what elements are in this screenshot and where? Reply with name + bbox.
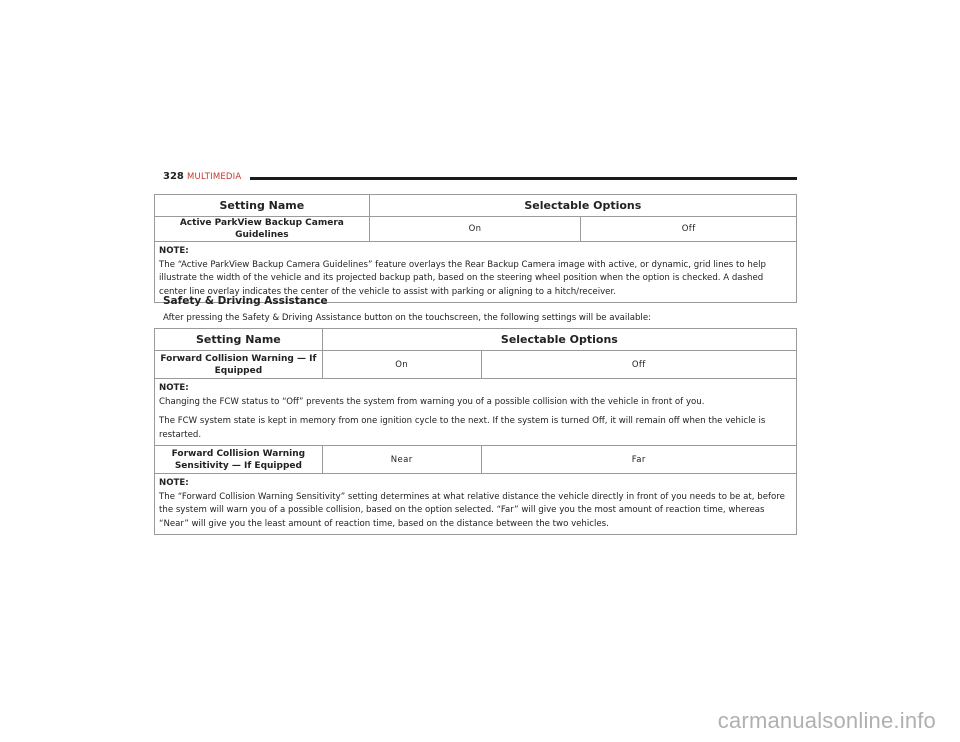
option-on: On <box>369 217 581 242</box>
section-name: MULTIMEDIA <box>187 172 242 182</box>
page-header <box>163 171 797 185</box>
watermark: carmanualsonline.info <box>717 708 936 733</box>
setting-name-header: Setting Name <box>155 329 323 351</box>
table-row <box>155 351 797 379</box>
setting-name: Forward Collision Warning Sensitivity — If Equipped <box>155 446 323 474</box>
setting-name-header: Setting Name <box>155 195 370 217</box>
note-text: The “Active ParkView Backup Camera Guidelines” feature overlays the Rear Backup Camera image with active, or dynamic, grid lines to help illustrate the width of the vehicle and its projected backup path, based on the steering wheel position when the option is checked. A dashed center line overlay indicates the center of the vehicle to assist with parking or aligning to a hitch/receiver. <box>159 259 766 297</box>
note-label: NOTE: <box>159 383 189 393</box>
table-row <box>155 217 797 242</box>
note-text: The FCW system state is kept in memory from one ignition cycle to the next. If the system is turned Off, it will remain off when the vehicle is restarted. <box>159 416 766 440</box>
selectable-options-header: Selectable Options <box>322 329 796 351</box>
safety-options-table <box>154 328 797 535</box>
note-cell <box>155 474 797 535</box>
option-off: Off <box>581 217 797 242</box>
table-header-row <box>155 329 797 351</box>
note-cell <box>155 379 797 446</box>
note-row <box>155 379 797 446</box>
option-on: On <box>322 351 481 379</box>
table-row <box>155 446 797 474</box>
note-label: NOTE: <box>159 246 189 256</box>
note-row <box>155 242 797 303</box>
page-number: 328 <box>163 171 184 182</box>
selectable-options-header: Selectable Options <box>369 195 796 217</box>
option-off: Off <box>481 351 796 379</box>
note-text: The “Forward Collision Warning Sensitivity” setting determines at what relative distance the vehicle directly in front of you needs to be at, before the system will warn you of a possible collision, based on the option selected. “Far” will give you the most amount of reaction time, whereas “Near” will give you the least amount of reaction time, based on the distance between the two vehicles. <box>159 491 785 529</box>
note-text: Changing the FCW status to “Off” prevents the system from warning you of a possible collision with the vehicle in front of you. <box>159 396 705 407</box>
setting-name: Forward Collision Warning — If Equipped <box>155 351 323 379</box>
section-heading: Safety & Driving Assistance <box>163 295 328 307</box>
section-intro: After pressing the Safety & Driving Assistance button on the touchscreen, the following settings will be available: <box>163 313 651 323</box>
header-rule <box>250 177 797 180</box>
option-near: Near <box>322 446 481 474</box>
note-cell <box>155 242 797 303</box>
option-far: Far <box>481 446 796 474</box>
note-row <box>155 474 797 535</box>
note-label: NOTE: <box>159 478 189 488</box>
table-header-row <box>155 195 797 217</box>
setting-name: Active ParkView Backup Camera Guidelines <box>155 217 370 242</box>
camera-options-table <box>154 194 797 303</box>
